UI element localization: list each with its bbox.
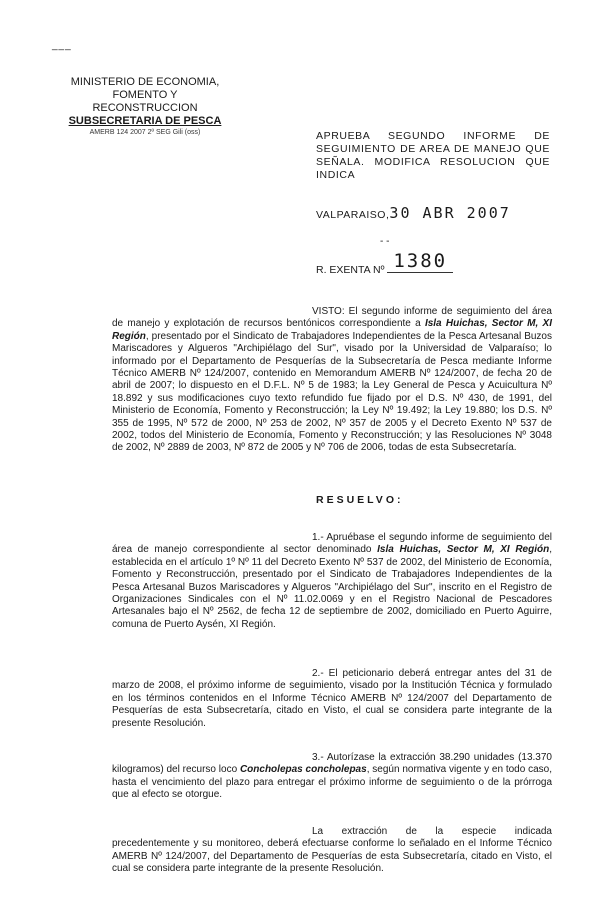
resolution-label: R. EXENTA Nº — [316, 264, 385, 276]
visto-text-a: VISTO: El segundo informe de seguimiento del área de manejo y explotación de recursos bentónicos correspondiente a — [112, 306, 552, 330]
resolution-subject: APRUEBA SEGUNDO INFORME DE SEGUIMIENTO DE AREA DE MANEJO QUE SEÑALA. MODIFICA RESOLUCION QUE INDICA — [316, 130, 550, 181]
article-3-text-c: , según normativa vigente y en todo caso, hasta el vencimiento del plazo para entregar el próximo informe de seguimiento o de la prórroga que al efecto se otorgue. — [112, 764, 553, 801]
subsecretaria-line: SUBSECRETARIA DE PESCA — [68, 115, 222, 127]
top-mark: ___ — [52, 40, 72, 51]
date-place: VALPARAISO, — [316, 209, 390, 221]
file-reference: AMERB 124 2007 2º SEG Gili (oss) — [89, 129, 201, 136]
date-line — [316, 204, 511, 222]
visto-paragraph — [112, 306, 552, 455]
resolution-number: 1380 — [387, 250, 453, 273]
species-name: Concholepas concholepas — [239, 764, 367, 776]
article-2-text: 2.- El peticionario deberá entregar antes del 31 de marzo de 2008, el próximo informe de seguimiento, visado por la Institución Técnica y formulado en los términos contenidos en el Informe Técnico AMERB Nº 124/2007 del Departamento de Pesquerías de esta Subsecretaría, citado en Visto, el cual se considera parte integrante de la presente Resolución. — [112, 668, 552, 729]
article-1-text-c: , establecida en el artículo 1º Nº 11 del Decreto Exento Nº 537 de 2002, del Ministerio de Economía, Fomento y Reconstrucción, presentado por el Sindicato de Trabajadores Independientes de la Pesca Artesanal Buzos Mariscadores y Algueros "Archipiélago del Sur", inscrito en el Registro de Organizaciones Sindicales con el Nº 11.02.0069 y en el Registro Nacional de Pescadores Artesanales bajo el Nº 2562, de fecha 12 de septiembre de 2002, domiciliado en Puerto Aguirre, comuna de Puerto Aysén, XI Región. — [112, 544, 553, 630]
dash-mark: - - — [380, 236, 390, 247]
letterhead — [60, 76, 230, 137]
resuelvo-heading: RESUELVO: — [316, 494, 404, 506]
date-stamp: 30 ABR 2007 — [389, 204, 511, 222]
article-3-text-a: 3.- Autorízase la extracción 38.290 unidades (13.370 kilogramos) del recurso loco — [112, 752, 552, 776]
article-1-text-a: 1.- Apruébase el segundo informe de seguimiento del área de manejo correspondiente al sector denominado — [112, 532, 552, 556]
resolution-number-line — [316, 250, 453, 278]
ministry-line-1: MINISTERIO DE ECONOMIA, — [70, 76, 220, 88]
article-1-location: Isla Huichas, Sector M, XI Región — [377, 544, 550, 556]
article-1 — [112, 532, 552, 631]
article-3-continuation-text: La extracción de la especie indicada precedentemente y su monitoreo, deberá efectuarse conforme lo señalado en el Informe Técnico AMERB Nº 124/2007, del Departamento de Pesquerías de esta Subsecretaría, citado en Visto, el cual se considera parte integrante de la presente Resolución. — [112, 826, 552, 875]
article-2 — [112, 668, 552, 730]
article-3 — [112, 752, 552, 802]
visto-location: Isla Huichas, Sector M, XI Región — [112, 318, 552, 342]
article-3-continuation — [112, 826, 552, 876]
visto-text-c: , presentado por el Sindicato de Trabajadores Independientes de la Pesca Artesanal Buzos Mariscadores y Algueros "Archipiélago del Sur", visado por la Universidad de Valparaíso; lo informado por el Departamento de Pesquerías de la Subsecretaría de Pesca mediante Informe Técnico AMERB Nº 124/2007, contenido en Memorandum AMERB Nº 124/2007, de fecha 20 de abril de 2007; lo dispuesto en el D.F.L. Nº 5 de 1983; la Ley General de Pesca y Acuicultura Nº 18.892 y sus modificaciones cuyo texto refundido fue fijado por el D.S. Nº 430, de 1991, del Ministerio de Economía, Fomento y Reconstrucción; la Ley Nº 19.492; la Ley 19.880; los D.S. Nº 355 de 1995, Nº 572 de 2000, Nº 253 de 2002, Nº 357 de 2005 y el Decreto Exento Nº 537 de 2002, todos del Ministerio de Economía, Fomento y Reconstrucción; y las Resoluciones Nº 3048 de 2002, Nº 2889 de 2003, Nº 872 de 2005 y Nº 706 de 2006, todas de esta Subsecretaría. — [112, 330, 552, 454]
ministry-line-2: FOMENTO Y RECONSTRUCCION — [92, 89, 198, 114]
